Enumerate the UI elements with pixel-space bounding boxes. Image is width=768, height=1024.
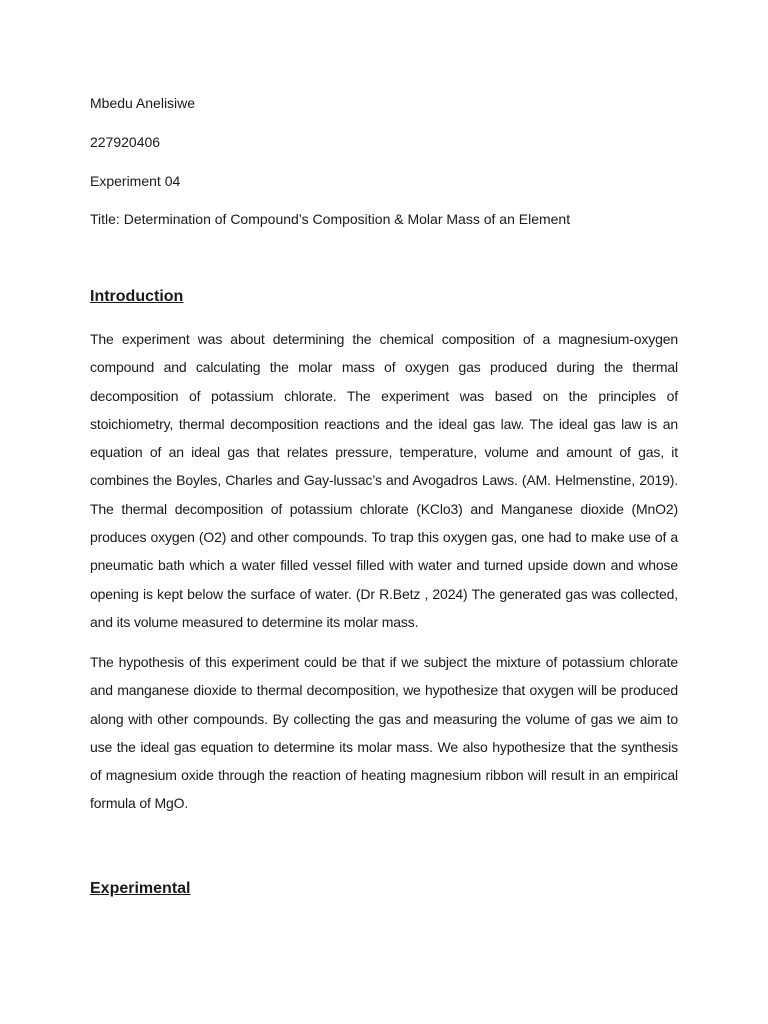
- introduction-paragraph-2: The hypothesis of this experiment could be that if we subject the mixture of potassium chlorate and manganese dioxide to thermal decomposition, we hypothesize that oxygen will be produced along with other compounds. By collecting the gas and measuring the volume of gas we aim to use the ideal gas equation to determine its molar mass. We also hypothesize that the synthesis of magnesium oxide through the reaction of heating magnesium ribbon will result in an empirical formula of MgO.: [90, 654, 678, 812]
- experiment-number: Experiment 04: [90, 173, 181, 189]
- author-name: Mbedu Anelisiwe: [90, 95, 196, 111]
- student-number: 227920406: [90, 134, 161, 150]
- document-title: Title: Determination of Compound’s Composition & Molar Mass of an Element: [90, 211, 571, 227]
- experimental-heading: Experimental: [90, 880, 191, 897]
- introduction-paragraph-1: The experiment was about determining the chemical composition of a magnesium-oxygen compound and calculating the molar mass of oxygen gas produced during the thermal decomposition of potassium chlorate. The experiment was based on the principles of stoichiometry, thermal decomposition reactions and the ideal gas law. The ideal gas law is an equation of an ideal gas that relates pressure, temperature, volume and amount of gas, it combines the Boyles, Charles and Gay-lussac’s and Avogadros Laws. (AM. Helmenstine, 2019). The thermal decomposition of potassium chlorate (KClo3) and Manganese dioxide (MnO2) produces oxygen (O2) and other compounds. To trap this oxygen gas, one had to make use of a pneumatic bath which a water filled vessel filled with water and turned upside down and whose opening is kept below the surface of water. (Dr R.Betz , 2024) The generated gas was collected, and its volume measured to determine its molar mass.: [90, 331, 678, 630]
- introduction-heading: Introduction: [90, 288, 184, 305]
